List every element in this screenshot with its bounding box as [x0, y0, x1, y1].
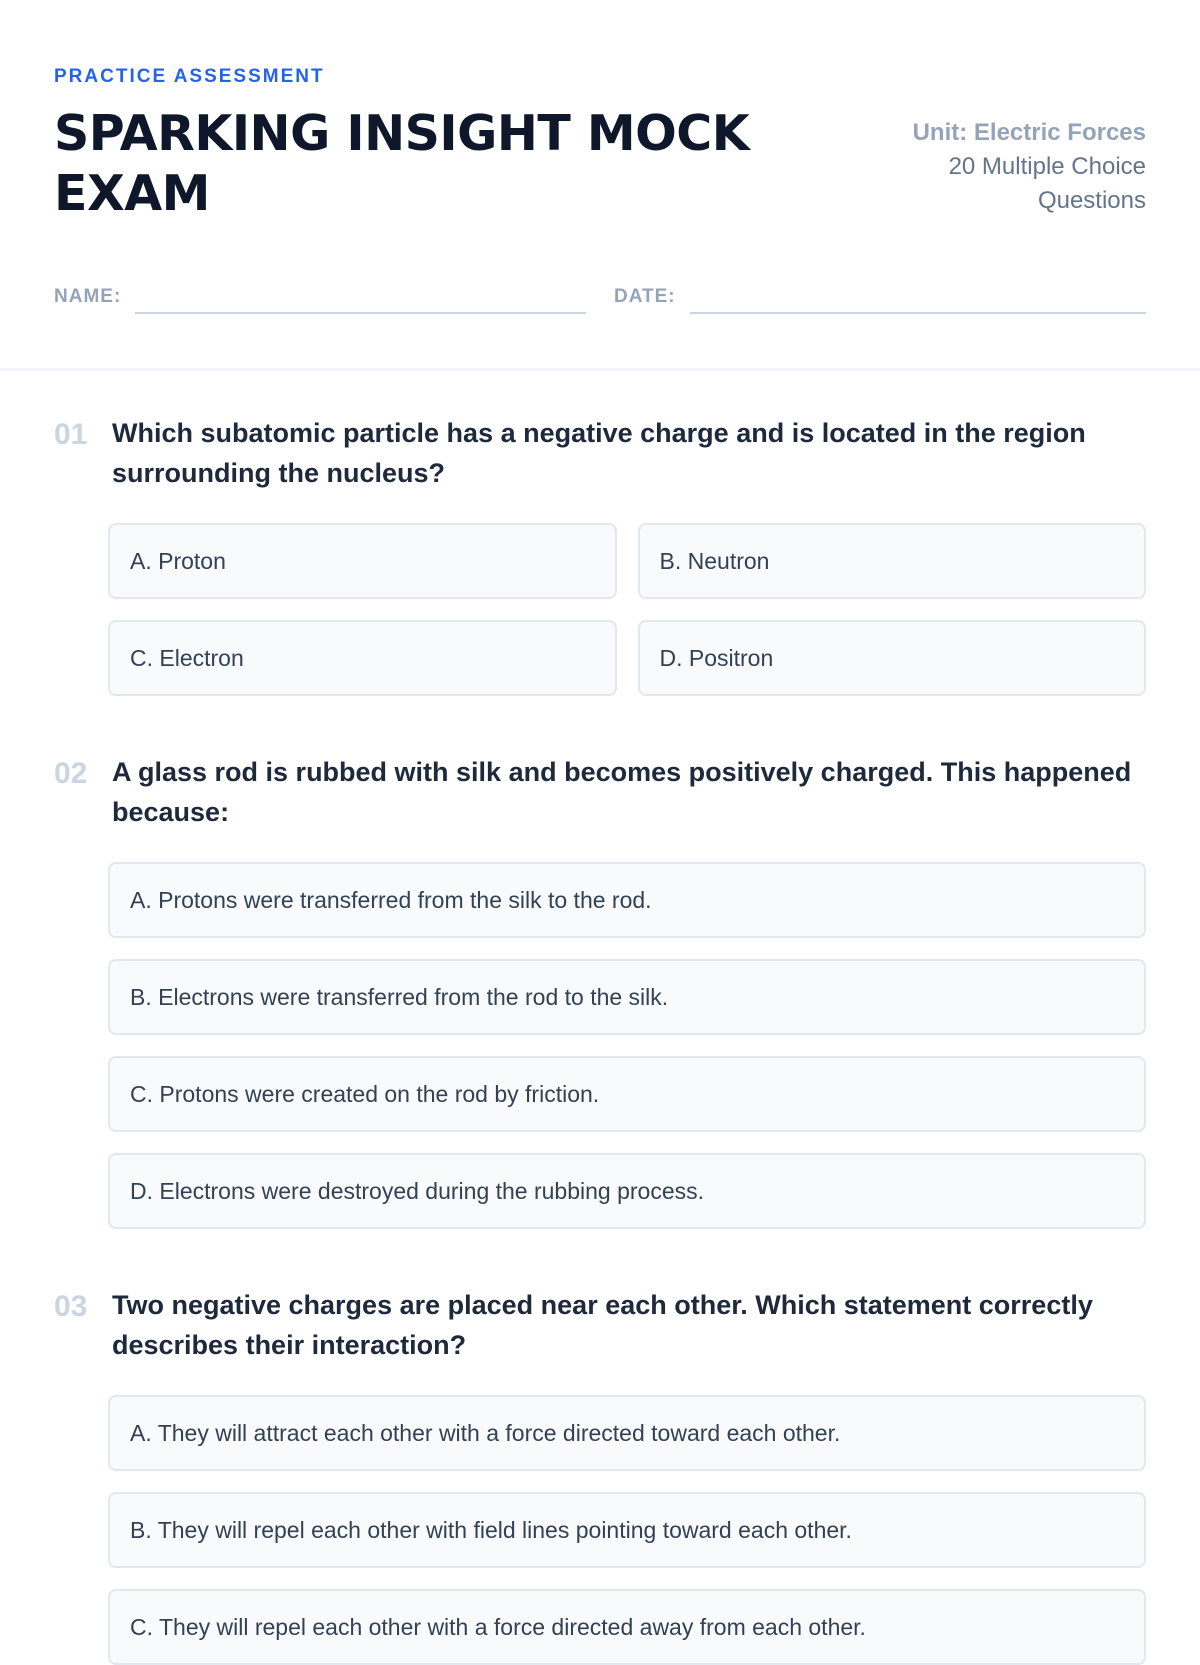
- question-number: 02: [54, 757, 88, 790]
- question-number: 03: [54, 1290, 88, 1323]
- question-3: [54, 1285, 1146, 1665]
- option-b[interactable]: B. Electrons were transferred from the rod to the silk.: [108, 959, 1146, 1035]
- name-field-group: [54, 282, 586, 314]
- option-c[interactable]: C. They will repel each other with a force directed away from each other.: [108, 1589, 1146, 1665]
- question-number: 01: [54, 418, 88, 451]
- question-list: [0, 371, 1200, 1665]
- question-header: [54, 1285, 1146, 1365]
- question-header: [54, 413, 1146, 493]
- eyebrow-label: PRACTICE ASSESSMENT: [54, 66, 325, 87]
- option-b[interactable]: B. They will repel each other with field lines pointing toward each other.: [108, 1492, 1146, 1568]
- date-field[interactable]: [690, 282, 1146, 314]
- question-header: [54, 752, 1146, 832]
- option-d[interactable]: D. Electrons were destroyed during the rubbing process.: [108, 1153, 1146, 1229]
- question-count: 20 Multiple Choice Questions: [948, 153, 1146, 214]
- option-a[interactable]: A. Proton: [108, 523, 617, 599]
- question-text: Two negative charges are placed near each other. Which statement correctly describes their interaction?: [112, 1290, 1093, 1360]
- option-a[interactable]: A. They will attract each other with a force directed toward each other.: [108, 1395, 1146, 1471]
- question-1: [54, 413, 1146, 696]
- title-row: [54, 104, 1146, 224]
- answer-options: [108, 862, 1146, 1229]
- option-c[interactable]: C. Protons were created on the rod by friction.: [108, 1056, 1146, 1132]
- option-d[interactable]: D. Positron: [638, 620, 1147, 696]
- option-a[interactable]: A. Protons were transferred from the silk to the rod.: [108, 862, 1146, 938]
- unit-label: Unit: Electric Forces: [912, 119, 1146, 146]
- exam-meta: [866, 116, 1146, 218]
- name-label: NAME:: [54, 286, 122, 307]
- name-field[interactable]: [135, 282, 586, 314]
- option-c[interactable]: C. Electron: [108, 620, 617, 696]
- page-title: SPARKING INSIGHT MOCK EXAM: [54, 105, 750, 222]
- date-label: DATE:: [614, 286, 676, 307]
- exam-header: [0, 0, 1200, 371]
- question-text: Which subatomic particle has a negative charge and is located in the region surrounding the nucleus?: [112, 418, 1086, 488]
- option-b[interactable]: B. Neutron: [638, 523, 1147, 599]
- date-field-group: [614, 282, 1146, 314]
- student-fields: [54, 282, 1146, 314]
- question-text: A glass rod is rubbed with silk and becomes positively charged. This happened because:: [112, 757, 1132, 827]
- answer-options: [108, 523, 1146, 696]
- answer-options: [108, 1395, 1146, 1665]
- question-2: [54, 752, 1146, 1229]
